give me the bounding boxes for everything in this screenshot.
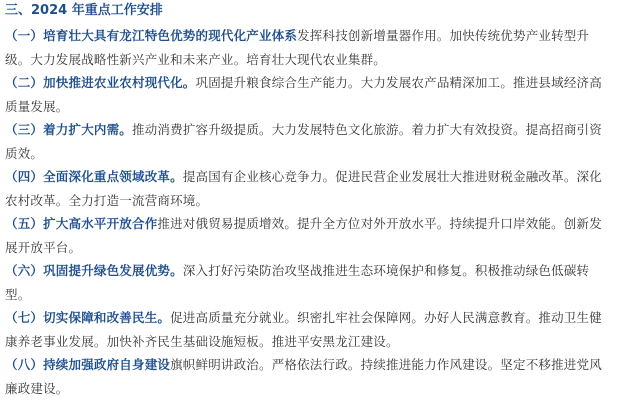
item-heading: （一）培育壮大具有龙江特色优势的现代化产业体系 xyxy=(5,28,298,43)
item-text: 深入打好污染防治攻坚战推进生态环境保护和修复。积极推动绿色低碳转型。 xyxy=(5,263,590,302)
item-heading: （八）持续加强政府自身建设 xyxy=(5,357,171,372)
item-text: 旗帜鲜明讲政治。严格依法行政。持续推进能力作风建设。坚定不移推进党风廉政建设。 xyxy=(5,357,602,396)
work-item-3 xyxy=(5,118,612,165)
item-heading: （七）切实保障和改善民生。 xyxy=(5,310,171,325)
item-heading: （二）加快推进农业农村现代化。 xyxy=(5,75,196,90)
work-item-1 xyxy=(5,24,612,71)
item-heading: （四）全面深化重点领域改革。 xyxy=(5,169,183,184)
work-item-2 xyxy=(5,71,612,118)
section-title: 三、2024 年重点工作安排 xyxy=(5,3,163,18)
item-text: 推进对俄贸易提质增效。提升全方位对外开放水平。持续提升口岸效能。创新发展开放平台。 xyxy=(5,216,602,255)
work-item-5 xyxy=(5,212,612,259)
work-item-4 xyxy=(5,165,612,212)
item-text: 促进高质量充分就业。织密扎牢社会保障网。办好人民满意教育。推动卫生健康养老事业发展。加快补齐民生基础设施短板。推进平安黑龙江建设。 xyxy=(5,310,602,349)
item-heading: （三）着力扩大内需。 xyxy=(5,122,133,137)
item-heading: （五）扩大高水平开放合作 xyxy=(5,216,158,231)
work-item-7 xyxy=(5,306,612,353)
item-text: 提高国有企业核心竞争力。促进民营企业发展壮大推进财税金融改革。深化农村改革。全力打造一流营商环境。 xyxy=(5,169,602,208)
work-item-6 xyxy=(5,259,612,306)
item-text: 推动消费扩容升级提质。大力发展特色文化旅游。着力扩大有效投资。提高招商引资质效。 xyxy=(5,122,602,161)
item-heading: （六）巩固提升绿色发展优势。 xyxy=(5,263,183,278)
item-text: 发挥科技创新增量器作用。加快传统优势产业转型升级。大力发展战略性新兴产业和未来产业。培育壮大现代农业集群。 xyxy=(5,28,590,67)
item-text: 巩固提升粮食综合生产能力。大力发展农产品精深加工。推进县域经济高质量发展。 xyxy=(5,75,602,114)
work-item-8 xyxy=(5,353,612,400)
